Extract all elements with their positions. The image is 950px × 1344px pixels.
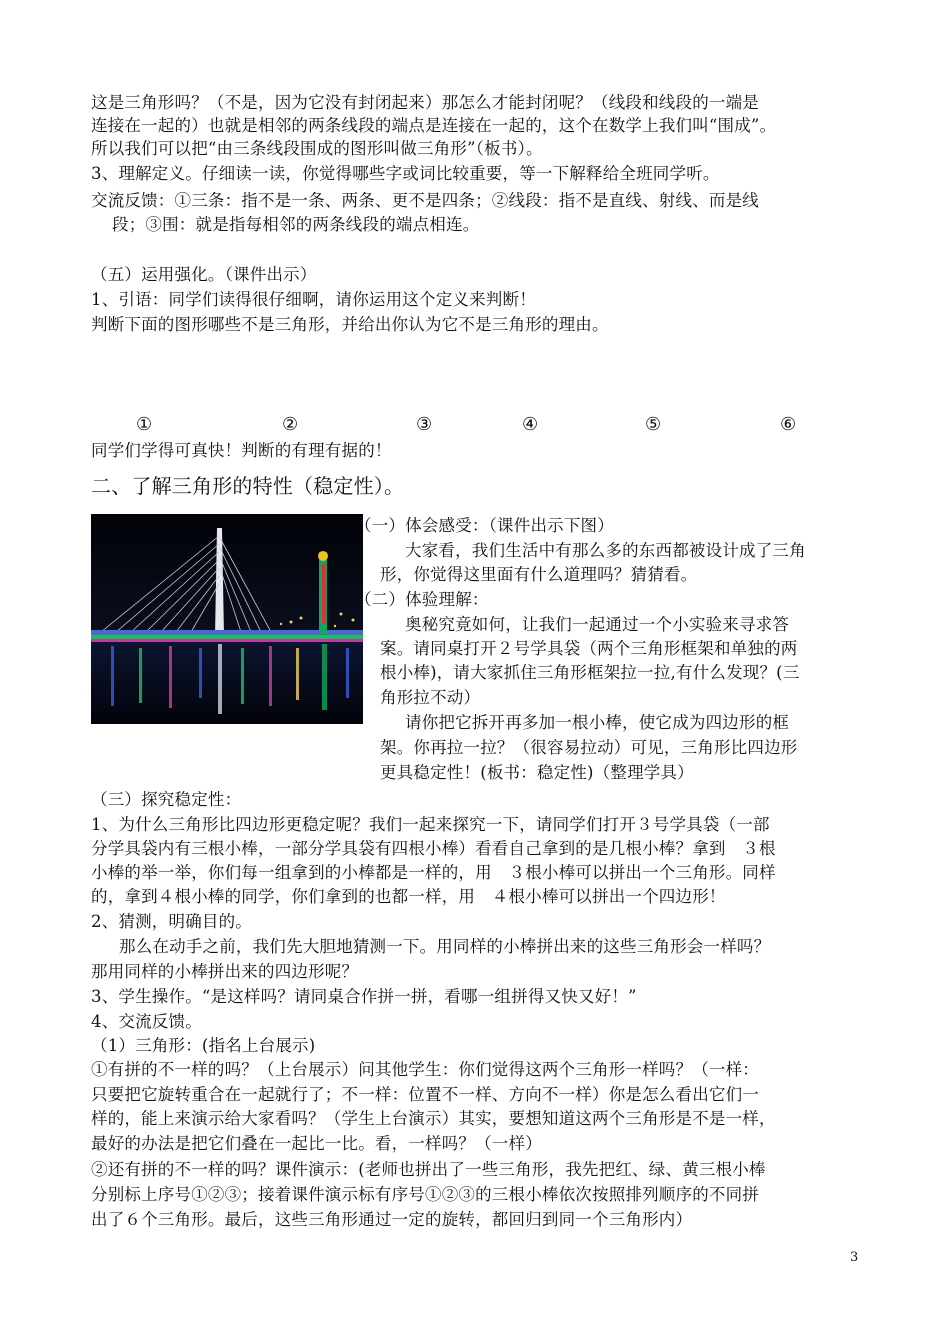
figure-number-4: ④	[522, 414, 539, 435]
paragraph-line: 1、引语：同学们读得很仔细啊，请你运用这个定义来判断！	[91, 290, 536, 309]
paragraph-line: 4、交流反馈。	[91, 1012, 202, 1031]
paragraph-line: 出了６个三角形。最后，这些三角形通过一定的旋转，都回归到同一个三角形内）	[91, 1210, 693, 1229]
subsection-heading: （一）体会感受：（课件出示下图）	[355, 516, 614, 535]
paragraph-line: 3、学生操作。“是这样吗？请同桌合作拼一拼，看哪一组拼得又快又好！”	[91, 987, 637, 1006]
page-number: 3	[850, 1250, 859, 1265]
paragraph-line: 小棒的举一举，你们每一组拿到的小棒都是一样的，用 ３根小棒可以拼出一个三角形。同样	[91, 863, 776, 882]
paragraph-line: 判断下面的图形哪些不是三角形，并给出你认为它不是三角形的理由。	[91, 315, 609, 334]
paragraph-line: 分别标上序号①②③；接着课件演示标有序号①②③的三根小棒依次按照排列顺序的不同拼	[91, 1185, 759, 1204]
paragraph-line: （1）三角形：(指名上台展示)	[91, 1036, 316, 1055]
paragraph-line: 这是三角形吗？（不是，因为它没有封闭起来）那怎么才能封闭呢？（线段和线段的一端是	[91, 93, 759, 112]
figure-number-6: ⑥	[780, 414, 797, 435]
paragraph-line: 连接在一起的）也就是相邻的两条线段的端点是连接在一起的，这个在数学上我们叫“围成”。	[91, 116, 777, 135]
paragraph-line: 所以我们可以把“由三条线段围成的图形叫做三角形”（板书）。	[91, 139, 543, 158]
paragraph-line: 只要把它旋转重合在一起就行了；不一样：位置不一样、方向不一样）你是怎么看出它们一	[91, 1085, 759, 1104]
paragraph-line: 的，拿到４根小棒的同学，你们拿到的也都一样，用 ４根小棒可以拼出一个四边形！	[91, 887, 726, 906]
subsection-heading: （三）探究稳定性：	[91, 790, 242, 809]
paragraph-line: 案。请同桌打开２号学具袋（两个三角形框架和单独的两	[380, 639, 798, 658]
paragraph-line: 最好的办法是把它们叠在一起比一比。看，一样吗？（一样）	[91, 1134, 542, 1153]
paragraph-line: 同学们学得可真快！判断的有理有据的！	[91, 441, 392, 460]
subsection-heading: （二）体验理解：	[355, 590, 489, 609]
paragraph-line: 那用同样的小棒拼出来的四边形呢？	[91, 962, 359, 981]
paragraph-line: 段；③围：就是指每相邻的两条线段的端点相连。	[112, 215, 480, 234]
section-heading: （五）运用强化。（课件出示）	[91, 265, 317, 284]
paragraph-line: 角形拉不动）	[380, 688, 481, 707]
paragraph-line: 根小棒)，请大家抓住三角形框架拉一拉,有什么发现？(三	[380, 663, 800, 682]
figure-number-1: ①	[136, 414, 153, 435]
paragraph-line: ②还有拼的不一样的吗？课件演示：(老师也拼出了一些三角形，我先把红、绿、黄三根小棒	[91, 1160, 766, 1179]
paragraph-line: 分学具袋内有三根小棒，一部分学具袋有四根小棒）看看自己拿到的是几根小棒？拿到 ３根	[91, 839, 776, 858]
paragraph-line: 2、猜测，明确目的。	[91, 912, 252, 931]
paragraph-line: 样的，能上来演示给大家看吗？（学生上台演示）其实，要想知道这两个三角形是不是一样，	[91, 1109, 776, 1128]
paragraph-line: 大家看，我们生活中有那么多的东西都被设计成了三角	[405, 541, 806, 560]
figure-number-2: ②	[282, 414, 299, 435]
figure-number-3: ③	[416, 414, 433, 435]
paragraph-line: 请你把它拆开再多加一根小棒，使它成为四边形的框	[405, 713, 790, 732]
paragraph-line: 那么在动手之前，我们先大胆地猜测一下。用同样的小棒拼出来的这些三角形会一样吗？	[119, 937, 771, 956]
paragraph-line: 1、为什么三角形比四边形更稳定呢？我们一起来探究一下，请同学们打开３号学具袋（一部	[91, 815, 770, 834]
paragraph-line: 架。你再拉一拉？（很容易拉动）可见，三角形比四边形	[380, 738, 798, 757]
figure-number-5: ⑤	[645, 414, 662, 435]
paragraph-line: 形，你觉得这里面有什么道理吗？猜猜看。	[380, 565, 698, 584]
section-title: 二、了解三角形的特性（稳定性）。	[91, 474, 405, 498]
paragraph-line: 更具稳定性！(板书：稳定性)（整理学具）	[380, 763, 694, 782]
paragraph-line: 奥秘究竟如何，让我们一起通过一个小实验来寻求答	[405, 615, 790, 634]
paragraph-line: 3、理解定义。仔细读一读，你觉得哪些字或词比较重要，等一下解释给全班同学听。	[91, 164, 720, 183]
paragraph-line: 交流反馈：①三条：指不是一条、两条、更不是四条；②线段：指不是直线、射线、而是线	[91, 191, 759, 210]
paragraph-line: ①有拼的不一样的吗？（上台展示）问其他学生：你们觉得这两个三角形一样吗？（一样：	[91, 1060, 759, 1079]
bridge-night-photo	[91, 514, 363, 724]
